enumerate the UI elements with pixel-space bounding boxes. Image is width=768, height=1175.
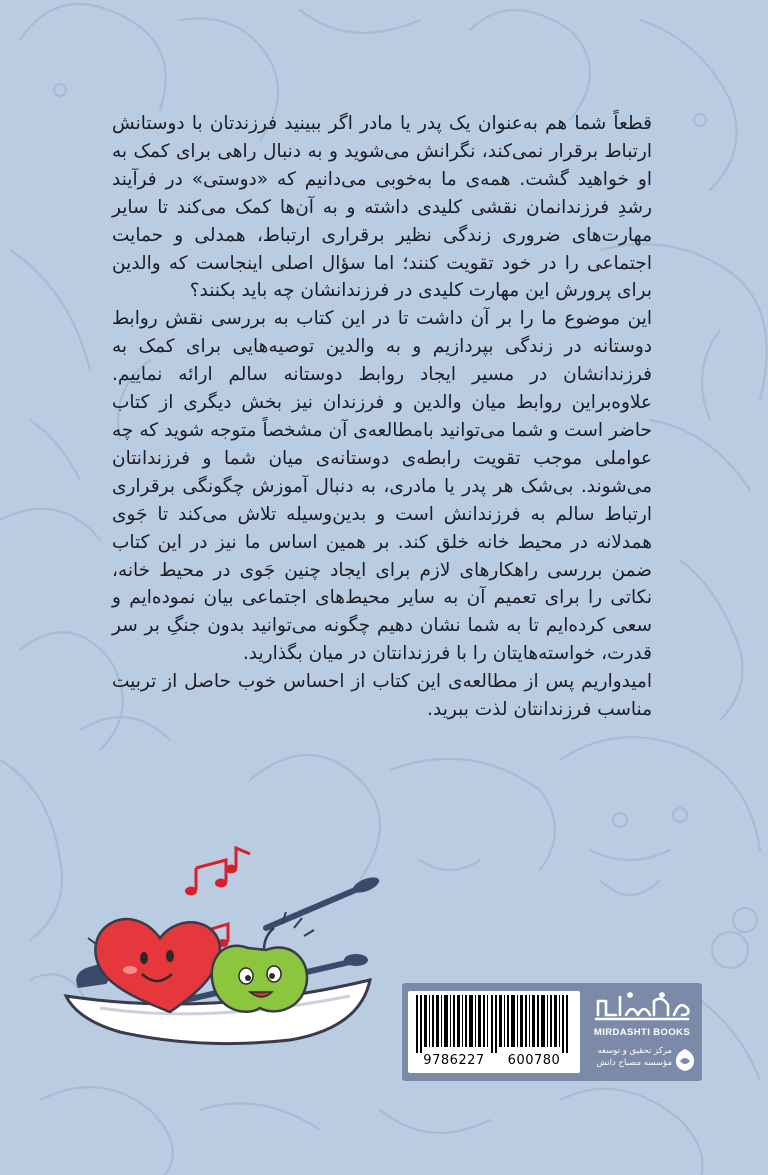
publisher-logo xyxy=(590,989,694,1025)
publisher-block xyxy=(586,987,698,1077)
institute-line-2: مؤسسه مصباح دانش xyxy=(596,1058,672,1068)
blurb-paragraph-2: این موضوع ما را بر آن داشت تا در این کتاب به بررسی نقش روابط دوستانه در زندگی بپردازیم و به والدین توصیه‌هایی برای کمک به فرزندانشان در مسیر ایجاد روابط دوستانه سالم ارائه نماییم. علاوه‌براین روابط میان والدین و فرزندان نیز بخش دیگری از کتاب حاضر است و شما می‌توانید بامطالعه‌ی آن مشخصاً متوجه شوید که چه عواملی موجب تقویت رابطه‌ی دوستانه‌ی میان شما و فرزندانتان می‌شوند. بی‌شک هر پدر یا مادری، به دنبال آموزش چگونگی برقراری ارتباط سالم به فرزندانش است و بدین‌وسیله تلاش می‌کند تا جَوی همدلانه در محیط خانه خلق کند. بر همین اساس ما نیز در این کتاب ضمن بررسی راهکارهای لازم برای ایجاد چنین جَوی در محیط خانه، نکاتی را برای تعمیم آن به سایر محیط‌های اجتماعی بیان نموده‌ایم و سعی کرده‌ایم تا به شما نشان دهیم چگونه می‌توانید بدون جنگِ بر سر قدرت، خواسته‌هایتان را با فرزندانتان در میان بگذارید. xyxy=(112,308,652,665)
publisher-name: MIRDASHTI BOOKS xyxy=(593,1027,691,1038)
isbn-digits-right: 600780 xyxy=(507,1053,561,1068)
barcode-panel xyxy=(402,983,702,1081)
institute-name xyxy=(586,1045,672,1069)
blurb-paragraph-3: امیدواریم پس از مطالعه‌ی این کتاب از احساس خوب حاصل از تربیت مناسب فرزندانتان لذت ببرید. xyxy=(112,671,652,721)
isbn-digits-left: 9786227 xyxy=(423,1053,485,1068)
isbn-barcode xyxy=(408,991,580,1073)
canoe-illustration xyxy=(60,828,380,1078)
back-cover-blurb xyxy=(112,110,652,724)
blurb-paragraph-1: قطعاً شما هم به‌عنوان یک پدر یا مادر اگر ببینید فرزندتان با دوستانش ارتباط برقرار نمی‌کند، نگرانش می‌شوید و به دنبال راهی برای کمک به او خواهید گشت. همه‌ی ما به‌خوبی می‌دانیم که «دوستی» در فرآیند رشدِ فرزندانمان نقشی کلیدی داشته و به آن‌ها کمک می‌کند تا سایر مهارت‌های ضروری زندگی نظیر برقراری ارتباط، همدلی و حمایت اجتماعی را در خود تقویت کنند؛ اما سؤال اصلی اینجاست که والدین برای پرورش این مهارت کلیدی در فرزندانشان چه باید بکنند؟ xyxy=(112,113,652,302)
institute-line-1: مرکز تحقیق و توسعه xyxy=(597,1046,672,1056)
barcode-bars xyxy=(416,995,572,1053)
institute-emblem-icon xyxy=(674,1047,696,1073)
